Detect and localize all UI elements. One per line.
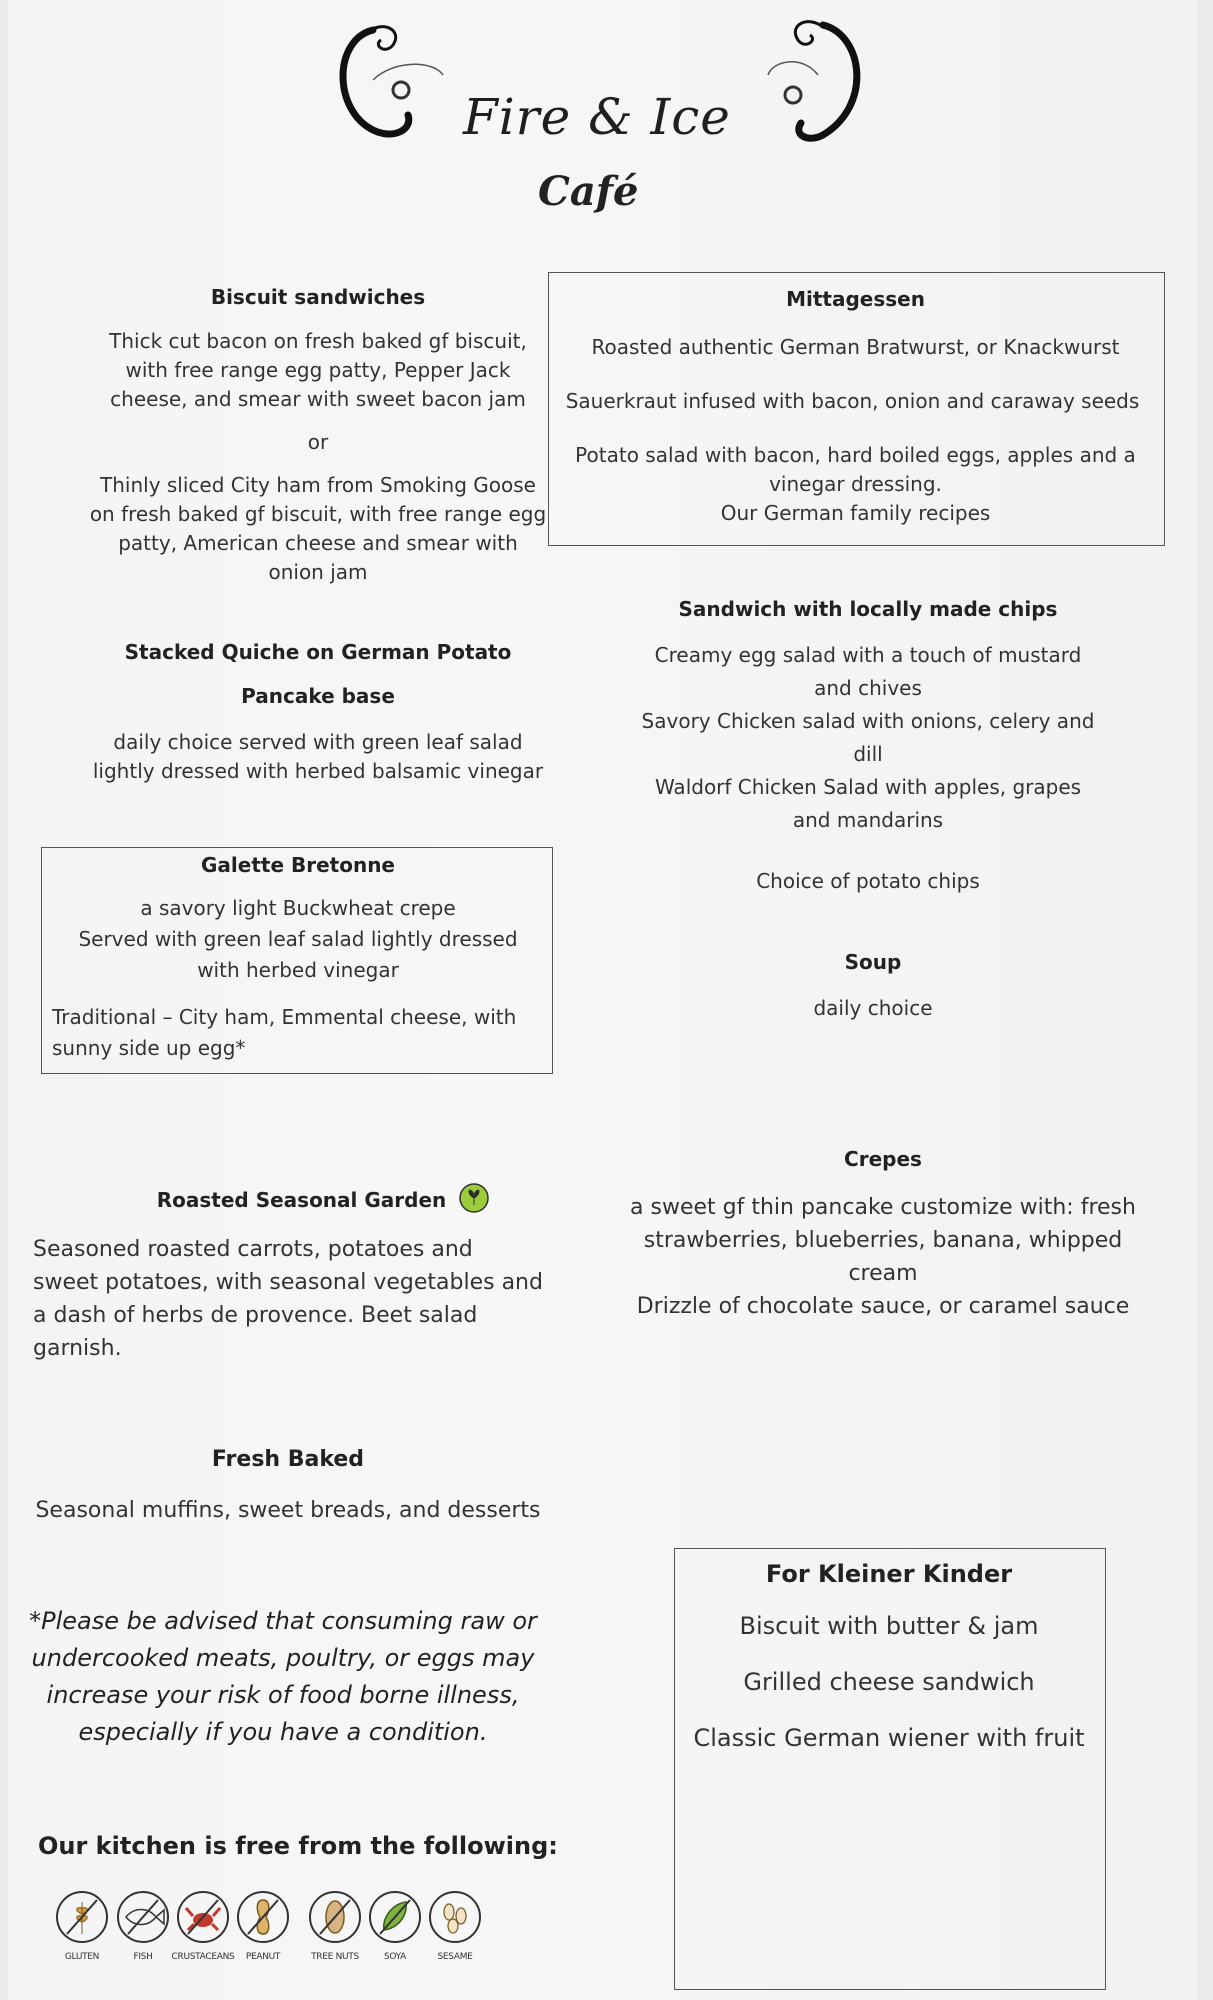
- galette-section: [48, 853, 548, 1064]
- mittagessen-line-4: Our German family recipes: [720, 501, 991, 525]
- garden-title-text: Roasted Seasonal Garden: [156, 1188, 447, 1212]
- allergen-label: GLUTEN: [64, 1952, 100, 1962]
- cafe-name: Fire & Ice: [463, 88, 731, 146]
- right-swirl-ornament: [763, 15, 883, 145]
- sandwich-title: Sandwich with locally made chips: [678, 597, 1058, 621]
- text-line: dill: [853, 742, 883, 766]
- peanut-icon: [236, 1890, 290, 1944]
- wheat-icon: [55, 1890, 109, 1944]
- kinder-item: Classic German wiener with fruit: [693, 1724, 1085, 1752]
- text-line: *Please be advised that consuming raw or: [29, 1607, 537, 1635]
- text-line: with free range egg patty, Pepper Jack: [125, 358, 511, 382]
- allergen-label: SESAME: [437, 1952, 473, 1962]
- mittagessen-line-3: [553, 441, 1158, 499]
- mittagessen-title: Mittagessen: [786, 287, 925, 311]
- tree-nut-icon: [308, 1890, 362, 1944]
- text-line: cheese, and smear with sweet bacon jam: [110, 387, 526, 411]
- menu-page: [8, 0, 1198, 2000]
- quiche-title: Stacked Quiche on German Potato: [124, 640, 512, 664]
- biscuit-item-1: [68, 327, 568, 414]
- biscuit-or: or: [307, 430, 329, 454]
- text-line: on fresh baked gf biscuit, with free range egg: [89, 502, 547, 526]
- fresh-baked-section: [18, 1447, 558, 1527]
- allergen-label: FISH: [133, 1952, 153, 1962]
- text-line: a savory light Buckwheat crepe: [140, 896, 456, 920]
- quiche-section: [68, 640, 568, 786]
- text-line: especially if you have a condition.: [78, 1718, 488, 1746]
- fresh-baked-desc: Seasonal muffins, sweet breads, and desserts: [35, 1498, 541, 1523]
- text-line: and chives: [814, 676, 922, 700]
- text-line: Thick cut bacon on fresh baked gf biscuit,: [109, 329, 527, 353]
- mittagessen-line-2: Sauerkraut infused with bacon, onion and caraway seeds: [565, 389, 1140, 413]
- cafe-subtitle: Café: [538, 168, 639, 215]
- allergen-heading: Our kitchen is free from the following:: [38, 1832, 558, 1860]
- text-line: a sweet gf thin pancake customize with: fresh: [630, 1195, 1136, 1220]
- crepes-desc: [613, 1191, 1153, 1323]
- text-line: a dash of herbs de provence. Beet salad: [33, 1303, 478, 1328]
- kinder-item: Grilled cheese sandwich: [743, 1668, 1035, 1696]
- sesame-icon: [428, 1890, 482, 1944]
- text-line: onion jam: [268, 560, 368, 584]
- kinder-title: For Kleiner Kinder: [765, 1560, 1013, 1588]
- food-safety-disclaimer: [23, 1603, 543, 1751]
- allergen-label: CRUSTACEANS: [171, 1952, 235, 1962]
- mittagessen-section: [553, 287, 1158, 528]
- allergen-label: TREE NUTS: [311, 1952, 359, 1962]
- text-line: Creamy egg salad with a touch of mustard: [654, 643, 1082, 667]
- text-line: Served with green leaf salad lightly dressed: [78, 927, 518, 951]
- text-line: Thinly sliced City ham from Smoking Goose: [100, 473, 536, 497]
- text-line: sweet potatoes, with seasonal vegetables and: [33, 1270, 543, 1295]
- sandwich-section: [608, 597, 1128, 896]
- text-line: undercooked meats, poultry, or eggs may: [31, 1644, 535, 1672]
- garden-desc: [33, 1233, 573, 1365]
- biscuit-item-2: [68, 471, 568, 587]
- galette-title: Galette Bretonne: [201, 853, 395, 877]
- crepes-title: Crepes: [844, 1147, 922, 1171]
- soup-desc: daily choice: [813, 996, 933, 1020]
- text-line: patty, American cheese and smear with: [118, 531, 518, 555]
- text-line: Savory Chicken salad with onions, celery and: [641, 709, 1095, 733]
- quiche-desc: [68, 728, 568, 786]
- text-line: Potato salad with bacon, hard boiled eggs, apples and a: [575, 443, 1136, 467]
- text-line: garnish.: [33, 1336, 122, 1361]
- galette-traditional: [48, 1002, 548, 1064]
- left-swirl-ornament: [313, 20, 453, 150]
- kinder-section: [674, 1560, 1104, 1756]
- soup-title: Soup: [844, 950, 902, 974]
- soy-icon: [368, 1890, 422, 1944]
- sandwich-chips: Choice of potato chips: [756, 869, 980, 893]
- fresh-baked-title: Fresh Baked: [211, 1447, 365, 1472]
- garden-title: [33, 1183, 573, 1213]
- text-line: strawberries, blueberries, banana, whipped: [643, 1228, 1123, 1253]
- text-line: Drizzle of chocolate sauce, or caramel sauce: [636, 1294, 1130, 1319]
- crab-icon: [176, 1890, 230, 1944]
- text-line: and mandarins: [792, 808, 944, 832]
- fish-icon: [116, 1890, 170, 1944]
- text-line: vinegar dressing.: [769, 472, 942, 496]
- quiche-title-2: Pancake base: [241, 684, 395, 708]
- soup-section: [663, 950, 1083, 1023]
- garden-section: [33, 1183, 573, 1365]
- text-line: Waldorf Chicken Salad with apples, grapes: [654, 775, 1082, 799]
- text-line: cream: [848, 1261, 918, 1286]
- galette-desc: [48, 893, 548, 986]
- text-line: Seasoned roasted carrots, potatoes and: [33, 1237, 473, 1262]
- allergen-label: PEANUT: [245, 1952, 281, 1962]
- crepes-section: [613, 1147, 1153, 1323]
- allergen-label: SOYA: [383, 1952, 407, 1962]
- text-line: with herbed vinegar: [197, 958, 399, 982]
- kinder-item: Biscuit with butter & jam: [739, 1612, 1039, 1640]
- sandwich-items: [608, 639, 1128, 837]
- text-line: daily choice served with green leaf salad: [113, 730, 523, 754]
- vegan-leaf-icon: [459, 1183, 489, 1213]
- biscuit-section: [68, 285, 568, 587]
- text-line: increase your risk of food borne illness,: [46, 1681, 520, 1709]
- text-line: Traditional – City ham, Emmental cheese, with: [52, 1005, 517, 1029]
- text-line: lightly dressed with herbed balsamic vinegar: [92, 759, 544, 783]
- mittagessen-line-1: Roasted authentic German Bratwurst, or Knackwurst: [591, 335, 1120, 359]
- biscuit-title: Biscuit sandwiches: [210, 285, 426, 309]
- text-line: sunny side up egg*: [52, 1036, 246, 1060]
